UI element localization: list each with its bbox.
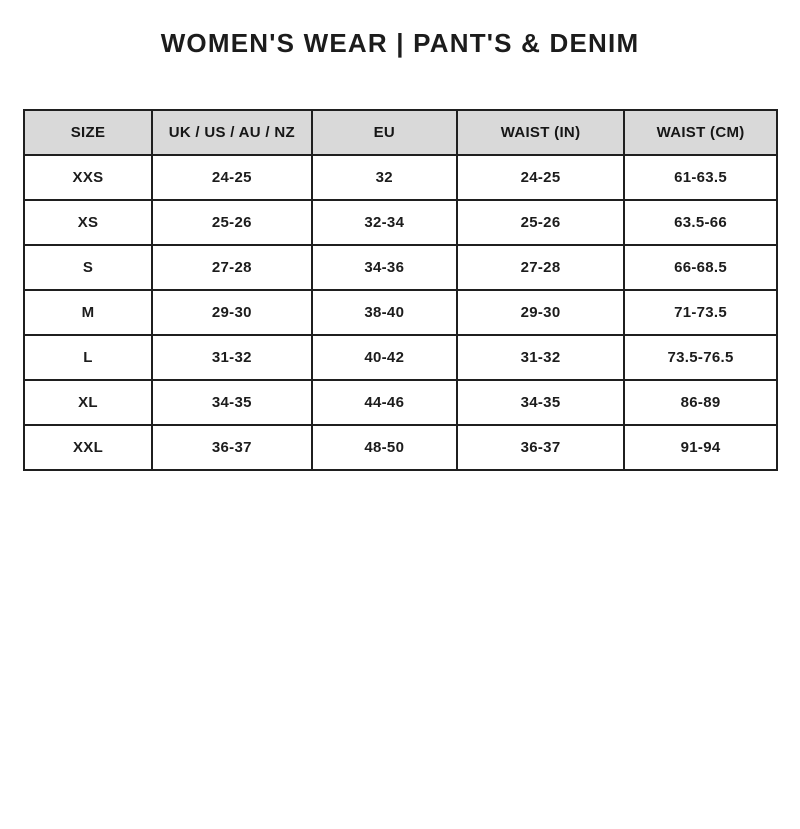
- value-cell: 34-35: [152, 380, 312, 425]
- value-cell: 66-68.5: [624, 245, 777, 290]
- table-row: [24, 245, 777, 290]
- value-cell: 73.5-76.5: [624, 335, 777, 380]
- value-cell: 34-36: [312, 245, 457, 290]
- table-row: [24, 425, 777, 470]
- table-row: [24, 335, 777, 380]
- value-cell: 61-63.5: [624, 155, 777, 200]
- table-row: [24, 380, 777, 425]
- value-cell: 32-34: [312, 200, 457, 245]
- value-cell: 25-26: [457, 200, 624, 245]
- size-cell: XL: [24, 380, 152, 425]
- value-cell: 63.5-66: [624, 200, 777, 245]
- value-cell: 36-37: [457, 425, 624, 470]
- column-header: WAIST (IN): [457, 110, 624, 155]
- value-cell: 48-50: [312, 425, 457, 470]
- column-header: WAIST (CM): [624, 110, 777, 155]
- size-cell: L: [24, 335, 152, 380]
- size-cell: XS: [24, 200, 152, 245]
- column-header: EU: [312, 110, 457, 155]
- value-cell: 29-30: [457, 290, 624, 335]
- value-cell: 44-46: [312, 380, 457, 425]
- value-cell: 31-32: [152, 335, 312, 380]
- value-cell: 27-28: [457, 245, 624, 290]
- table-header-row: [24, 110, 777, 155]
- size-cell: M: [24, 290, 152, 335]
- value-cell: 91-94: [624, 425, 777, 470]
- page-title: WOMEN'S WEAR | PANT'S & DENIM: [160, 28, 640, 58]
- column-header: UK / US / AU / NZ: [152, 110, 312, 155]
- value-cell: 25-26: [152, 200, 312, 245]
- value-cell: 29-30: [152, 290, 312, 335]
- table-row: [24, 290, 777, 335]
- value-cell: 40-42: [312, 335, 457, 380]
- value-cell: 86-89: [624, 380, 777, 425]
- column-header: SIZE: [24, 110, 152, 155]
- value-cell: 71-73.5: [624, 290, 777, 335]
- value-cell: 24-25: [457, 155, 624, 200]
- size-cell: XXS: [24, 155, 152, 200]
- value-cell: 34-35: [457, 380, 624, 425]
- value-cell: 27-28: [152, 245, 312, 290]
- table-row: [24, 155, 777, 200]
- value-cell: 32: [312, 155, 457, 200]
- size-chart-table: [23, 109, 778, 471]
- table-row: [24, 200, 777, 245]
- table-body: [24, 155, 777, 470]
- value-cell: 36-37: [152, 425, 312, 470]
- value-cell: 31-32: [457, 335, 624, 380]
- size-cell: XXL: [24, 425, 152, 470]
- size-cell: S: [24, 245, 152, 290]
- value-cell: 24-25: [152, 155, 312, 200]
- size-guide-page: [0, 29, 800, 829]
- value-cell: 38-40: [312, 290, 457, 335]
